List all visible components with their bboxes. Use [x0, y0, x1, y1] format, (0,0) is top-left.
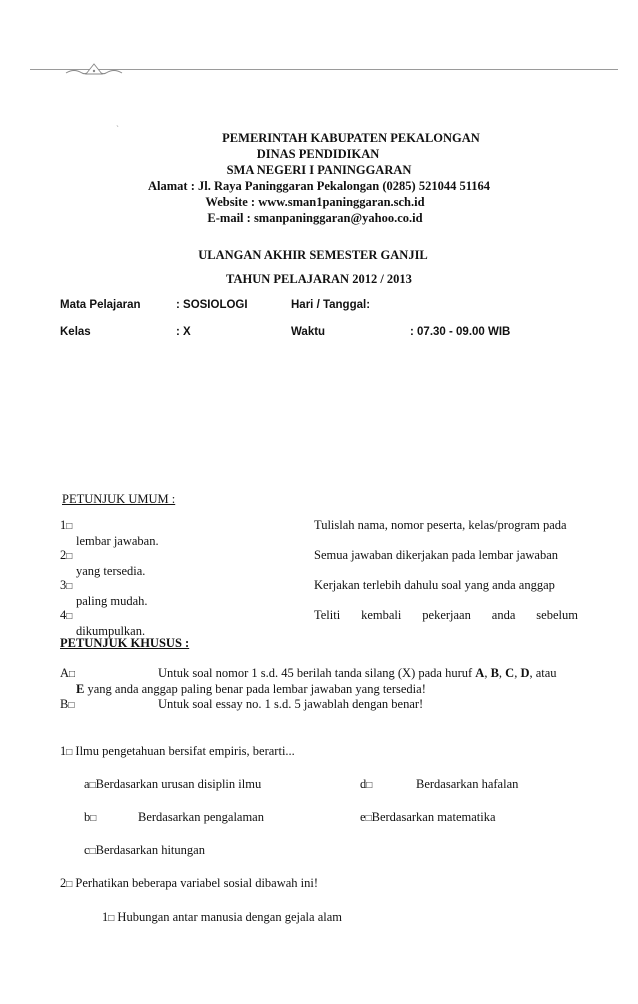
general-item-1-text: Tulislah nama, nomor peserta, kelas/program pada [314, 518, 567, 532]
special-a-mark: A□ [60, 666, 76, 680]
header-email: E-mail : smanpaninggaran@yahoo.co.id [207, 211, 423, 225]
general-item-4-num: 4□ [60, 608, 73, 622]
general-item-2-num: 2□ [60, 548, 73, 562]
question-1: 1□ Ilmu pengetahuan bersifat empiris, berarti... [60, 744, 295, 758]
special-a-text: Untuk soal nomor 1 s.d. 45 berilah tanda silang (X) pada huruf A, B, C, D, atau [158, 666, 557, 680]
exam-title: ULANGAN AKHIR SEMESTER GANJIL [198, 248, 428, 262]
general-item-1-num: 1□ [60, 518, 73, 532]
special-a-cont: E yang anda anggap paling benar pada lembar jawaban yang tersedia! [76, 682, 426, 696]
class-label: Kelas [60, 326, 91, 338]
general-item-1-cont: lembar jawaban. [76, 534, 159, 548]
time-value: : 07.30 - 09.00 WIB [410, 326, 511, 338]
special-b-text: Untuk soal essay no. 1 s.d. 5 jawablah dengan benar! [158, 697, 424, 711]
special-heading: PETUNJUK KHUSUS : [60, 636, 190, 650]
general-item-2-text: Semua jawaban dikerjakan pada lembar jawaban [314, 548, 558, 562]
header-website: Website : www.sman1paninggaran.sch.id [205, 195, 425, 209]
general-item-2-cont: yang tersedia. [76, 564, 146, 578]
time-label: Waktu [291, 326, 326, 338]
header-line-2: DINAS PENDIDIKAN [256, 147, 380, 161]
header-line-3: SMA NEGERI I PANINGGARAN [226, 163, 412, 177]
question-2-item-1: 1□ Hubungan antar manusia dengan gejala alam [102, 910, 342, 924]
header-address: Alamat : Jl. Raya Paninggaran Pekalongan (0285) 521044 51164 [148, 179, 491, 193]
class-value: : X [176, 326, 191, 338]
general-item-3-text: Kerjakan terlebih dahulu soal yang anda anggap [314, 578, 555, 592]
question-1-option-b: Berdasarkan pengalaman [138, 810, 264, 824]
question-1-option-c: c□Berdasarkan hitungan [84, 843, 205, 857]
general-heading: PETUNJUK UMUM : [62, 492, 176, 506]
question-2: 2□ Perhatikan beberapa variabel sosial dibawah ini! [60, 876, 319, 890]
general-item-4-cont: dikumpulkan. [76, 624, 146, 638]
general-item-4-text: Teliti kembali pekerjaan anda sebelum [314, 608, 578, 622]
general-item-3-cont: paling mudah. [76, 594, 148, 608]
header-line-1: PEMERINTAH KABUPATEN PEKALONGAN [222, 131, 480, 145]
general-item-3-num: 3□ [60, 578, 73, 592]
exam-year: TAHUN PELAJARAN 2012 / 2013 [226, 272, 412, 286]
day-label: Hari / Tanggal: [291, 299, 371, 311]
ornament-icon [64, 62, 124, 80]
special-b-mark: B□ [60, 697, 75, 711]
subject-label: Mata Pelajaran [60, 299, 141, 311]
question-1-option-e: e□Berdasarkan matematika [360, 810, 496, 824]
stray-mark: ` [116, 124, 119, 134]
question-1-option-b-mark: b□ [84, 810, 97, 824]
question-1-option-d-mark: d□ [360, 777, 373, 791]
subject-value: : SOSIOLOGI [176, 299, 248, 311]
question-1-option-a: a□Berdasarkan urusan disiplin ilmu [84, 777, 262, 791]
question-1-option-d: Berdasarkan hafalan [416, 777, 519, 791]
